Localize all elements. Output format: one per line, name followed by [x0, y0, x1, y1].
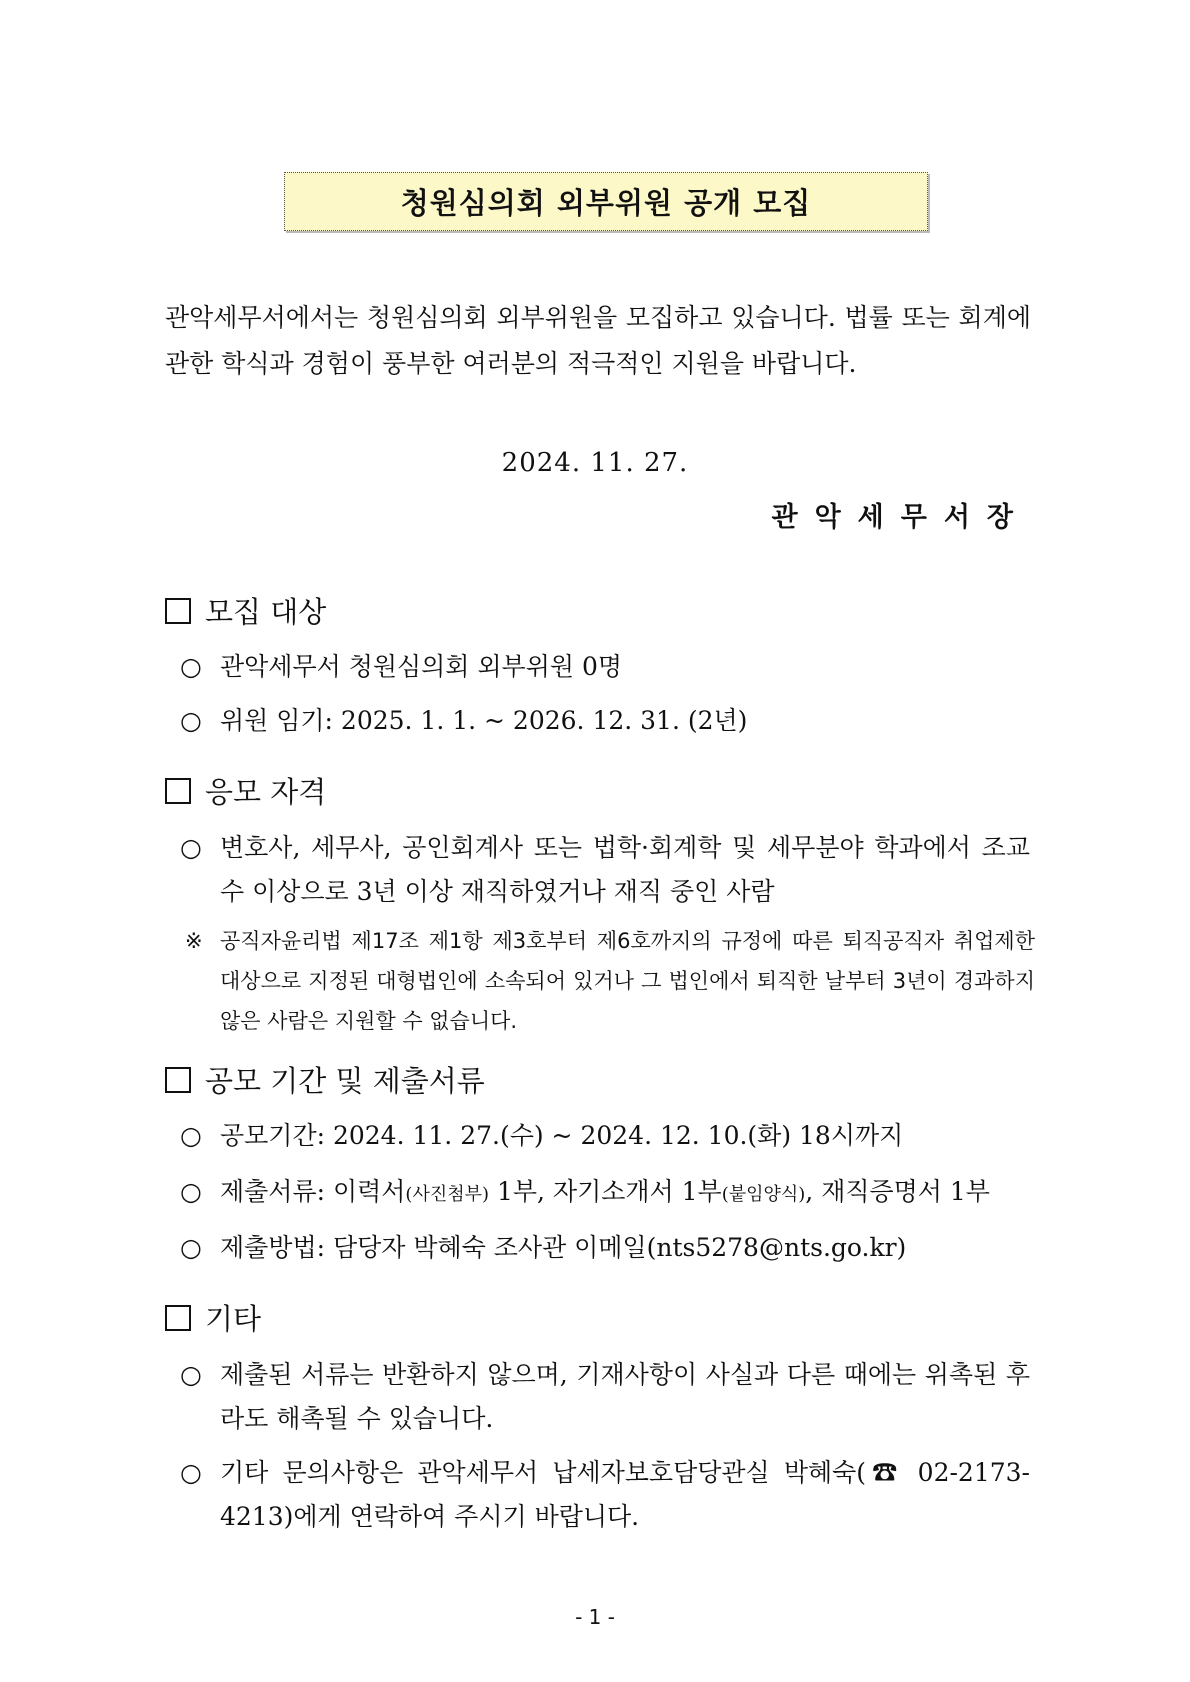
circle-bullet-icon: ○ [180, 1177, 202, 1206]
page-number: - 1 - [575, 1605, 615, 1629]
title-box [284, 172, 928, 231]
signature: 관악세무서장 [771, 502, 1030, 533]
circle-bullet-icon: ○ [180, 706, 202, 735]
list-item: ○ 제출된 서류는 반환하지 않으며, 기재사항이 사실과 다른 때에는 위촉된 후라도 해촉될 수 있습니다. [180, 1353, 1030, 1441]
circle-bullet-icon: ○ [180, 1360, 202, 1389]
checkbox-square-icon [165, 778, 191, 804]
section-heading-target: 모집 대상 [165, 590, 326, 631]
circle-bullet-icon: ○ [180, 1233, 202, 1262]
circle-bullet-icon: ○ [180, 652, 202, 681]
circle-bullet-icon: ○ [180, 1121, 202, 1150]
list-item: ○ 변호사, 세무사, 공인회계사 또는 법학·회계학 및 세무분야 학과에서 조교수 이상으로 3년 이상 재직하였거나 재직 중인 사람 [180, 826, 1030, 914]
list-item: ○ 제출방법: 담당자 박혜숙 조사관 이메일(nts5278@nts.go.kr) [180, 1226, 1030, 1270]
intro-paragraph: 관악세무서에서는 청원심의회 외부위원을 모집하고 있습니다. 법률 또는 회계에 관한 학식과 경험이 풍부한 여러분의 적극적인 지원을 바랍니다. [165, 303, 1031, 378]
checkbox-square-icon [165, 598, 191, 624]
list-item: ○ 관악세무서 청원심의회 외부위원 0명 [180, 645, 1030, 689]
checkbox-square-icon [165, 1305, 191, 1331]
note: ※ 공직자윤리법 제17조 제1항 제3호부터 제6호까지의 규정에 따른 퇴직공직자 취업제한 대상으로 지정된 대형법인에 소속되어 있거나 그 법인에서 퇴직한 날부터 3년이 경과하지 않은 사람은 지원할 수 없습니다. [185, 921, 1035, 1041]
section-heading-etc: 기타 [165, 1297, 261, 1338]
list-item-documents: ○ 제출서류: 이력서(사진첨부) 1부, 자기소개서 1부(붙임양식), 재직증명서 1부 [180, 1170, 1030, 1217]
document-date: 2024. 11. 27. [501, 448, 689, 478]
reference-mark-icon: ※ [185, 929, 203, 953]
list-item: ○ 공모기간: 2024. 11. 27.(수) ~ 2024. 12. 10.(화) 18시까지 [180, 1114, 1030, 1158]
list-item: ○ 위원 임기: 2025. 1. 1. ~ 2026. 12. 31. (2년) [180, 699, 1030, 743]
section-heading-qualification: 응모 자격 [165, 770, 326, 811]
circle-bullet-icon: ○ [180, 833, 202, 862]
checkbox-square-icon [165, 1067, 191, 1093]
list-item: ○ 기타 문의사항은 관악세무서 납세자보호담당관실 박혜숙(☎ 02-2173-4213)에게 연락하여 주시기 바랍니다. [180, 1451, 1030, 1539]
document-title: 청원심의회 외부위원 공개 모집 [400, 186, 812, 220]
section-heading-period: 공모 기간 및 제출서류 [165, 1059, 485, 1100]
circle-bullet-icon: ○ [180, 1458, 202, 1487]
